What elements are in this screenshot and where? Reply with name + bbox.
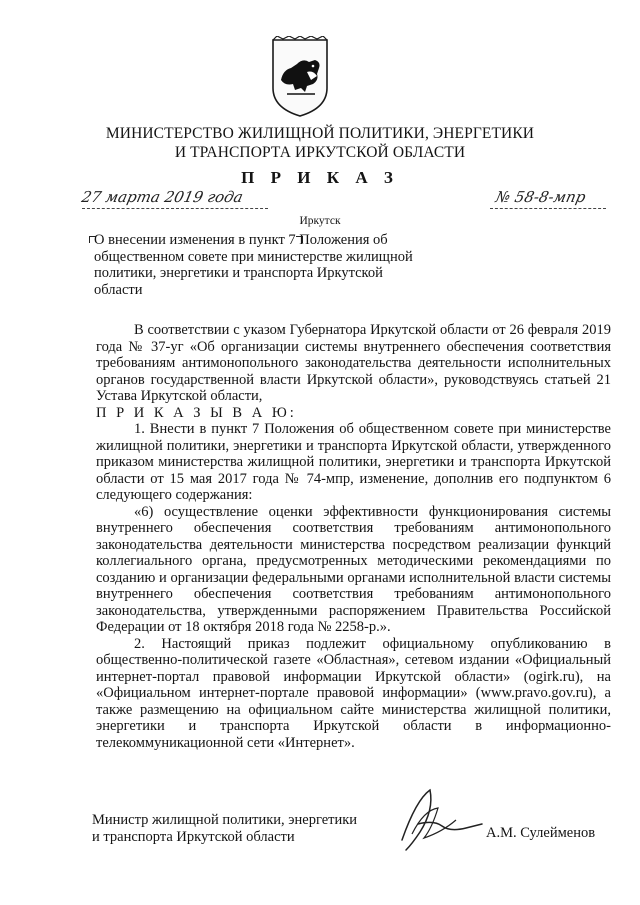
handwritten-date: 27 марта 2019 года bbox=[80, 188, 245, 206]
ministry-name-line2: И ТРАНСПОРТА ИРКУТСКОЙ ОБЛАСТИ bbox=[174, 144, 466, 161]
ministry-name-line1: МИНИСТЕРСТВО ЖИЛИЩНОЙ ПОЛИТИКИ, ЭНЕРГЕТИКИ bbox=[105, 125, 535, 142]
date-underline bbox=[82, 208, 268, 209]
item-1-quote-paragraph: «6) осуществление оценки эффективности функционирования системы внутреннего обеспечения соответствия требованиям антимонопольного законодательства деятельности министерства посредством реализации функций коллегиального органа, предусмотренных методическими рекомендациями по созданию и организации федеральными органами исполнительной власти системы внутреннего обеспечения соответствия требованиям антимонопольного законодательства, утвержденными распоряжением Правительства Российской Федерации от 18 октября 2018 года № 2258-р.». bbox=[96, 503, 611, 635]
number-underline bbox=[490, 208, 606, 209]
signatory-title-line2: и транспорта Иркутской области bbox=[92, 829, 295, 845]
coat-of-arms-icon bbox=[267, 36, 333, 118]
handwritten-signature-icon bbox=[372, 780, 492, 860]
intro-paragraph: В соответствии с указом Губернатора Иркутской области от 26 февраля 2019 года № 37-уг «Об организации системы внутреннего обеспечения соответствия требованиям антимонопольного законодательства деятельности исполнительных органов государственной власти Иркутской области», руководствуясь статьей 21 Устава Иркутской области, bbox=[96, 322, 611, 404]
order-word: П Р И К А З Ы В А Ю: bbox=[96, 404, 297, 421]
document-body bbox=[96, 322, 611, 751]
signatory-name: А.М. Сулейменов bbox=[486, 825, 596, 841]
item-2-paragraph: 2. Настоящий приказ подлежит официальному опубликованию в общественно-политической газете «Областная», сетевом издании «Официальный интернет-портал правовой информации Иркутской области» (ogirk.ru), на «Официальном интернет-портале правовой информации» (www.pravo.gov.ru), а также размещению на официальном сайте министерства жилищной политики, энергетики и транспорта Иркутской области в информационно-телекоммуникационной сети «Интернет». bbox=[96, 635, 611, 751]
handwritten-number: № 58-8-мпр bbox=[494, 188, 588, 206]
document-subject: О внесении изменения в пункт 7 Положения об общественном совете при министерстве жилищной политики, энергетики и транспорта Иркутской области bbox=[94, 232, 413, 298]
document-type: П Р И К А З bbox=[241, 168, 399, 187]
signatory-title bbox=[92, 812, 357, 846]
signatory-title-line1: Министр жилищной политики, энергетики bbox=[92, 812, 358, 828]
city-name: Иркутск bbox=[299, 215, 341, 227]
item-1-paragraph: 1. Внести в пункт 7 Положения об общественном совете при министерстве жилищной политики, энергетики и транспорта Иркутской области, утвержденного приказом министерства жилищной политики, энергетики и транспорта Иркутской области от 15 мая 2017 года № 74-мпр, изменение, дополнив его подпунктом 6 следующего содержания: bbox=[96, 421, 611, 503]
